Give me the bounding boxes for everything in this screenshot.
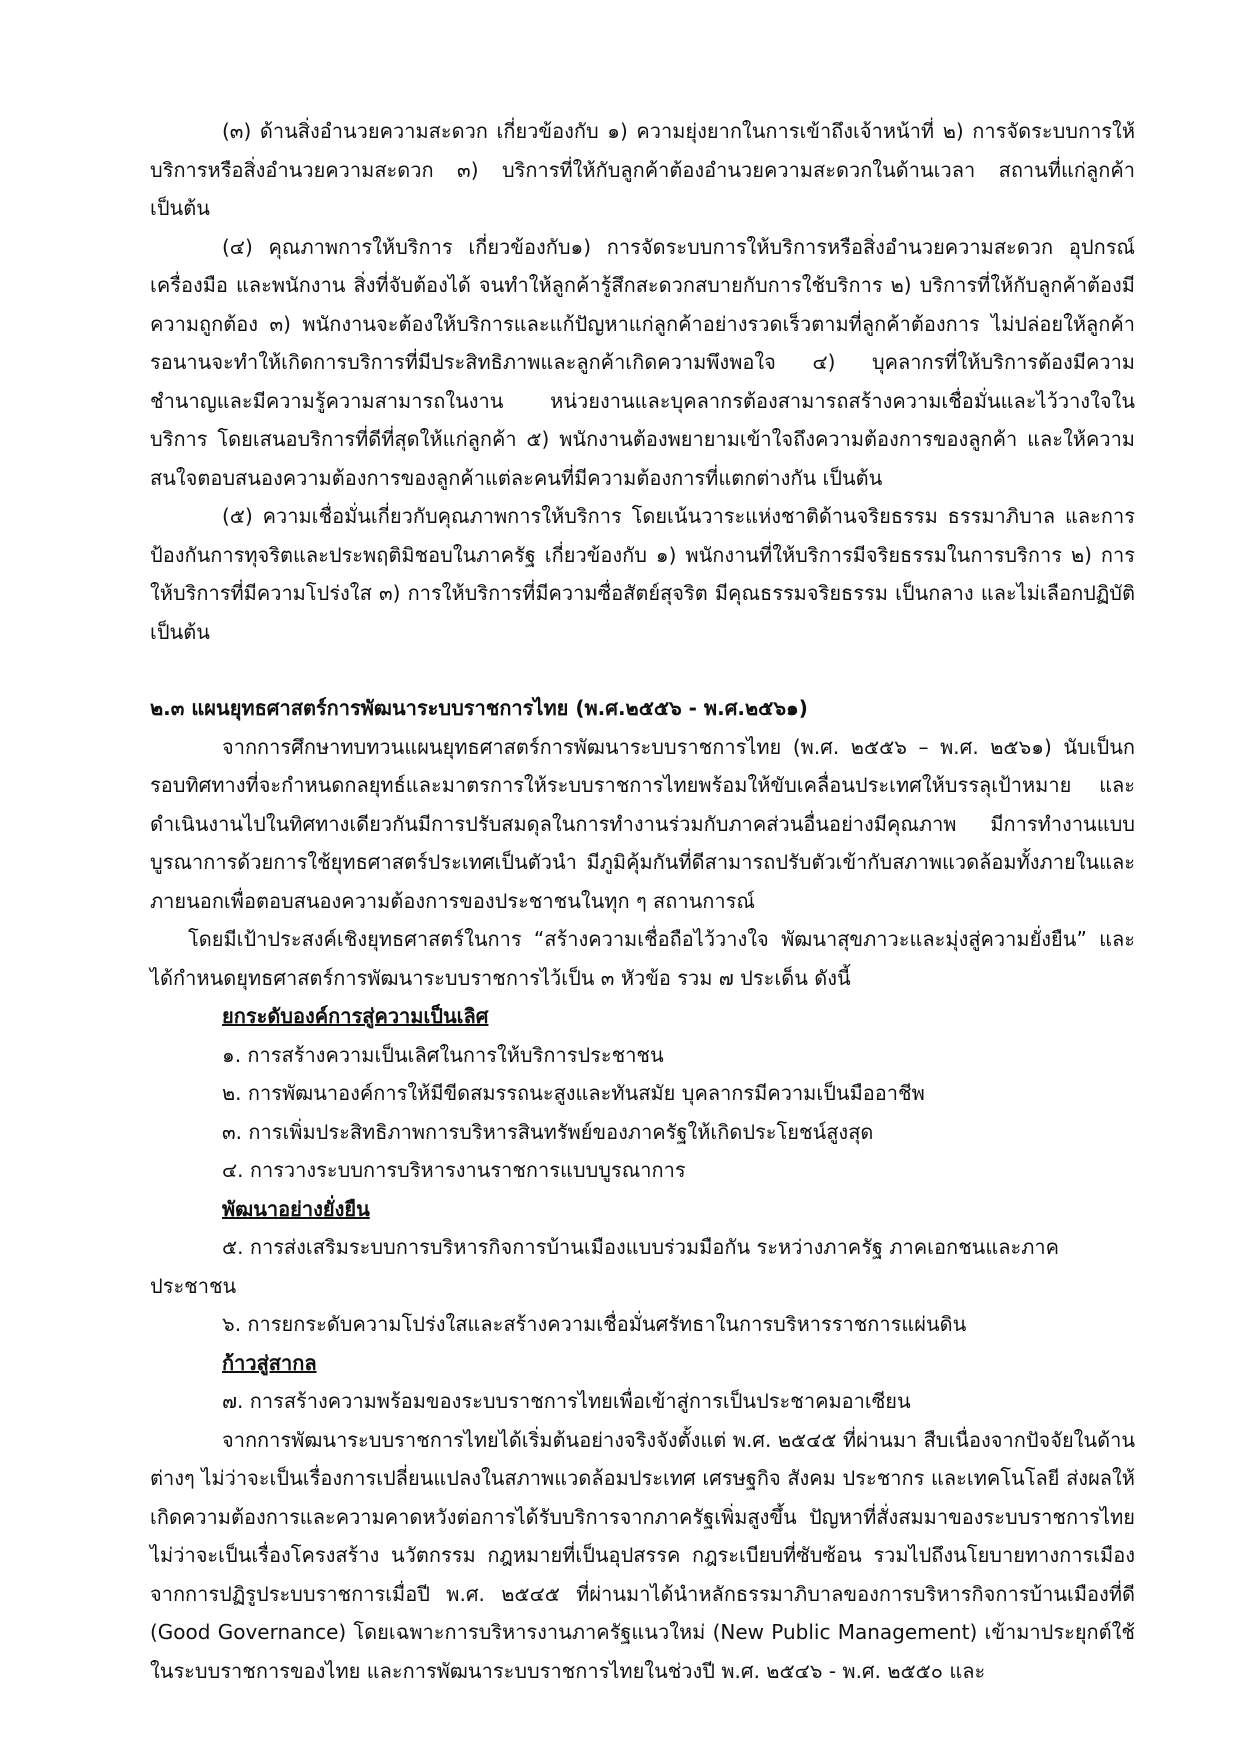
list-item: ๗. การสร้างความพร้อมของระบบราชการไทยเพื่อเข้าสู่การเป็นประชาคมอาเซียน	[222, 1389, 911, 1413]
list-item: ๒. การพัฒนาองค์การให้มีขีดสมรรถนะสูงและทันสมัย บุคลากรมีความเป็นมืออาชีพ	[222, 1081, 925, 1105]
list-item: ๑. การสร้างความเป็นเลิศในการให้บริการประชาชน	[222, 1042, 664, 1067]
closing-paragraph: จากการพัฒนาระบบราชการไทยได้เริ่มต้นอย่างจริงจังตั้งแต่ พ.ศ. ๒๕๔๕ ที่ผ่านมา สืบเนื่องจากปัจจัยในด้านต่างๆ ไม่ว่าจะเป็นเรื่องการเปลี่ยนแปลงในสภาพแวดล้อมประเทศ เศรษฐกิจ สังคม ประชากร และเทคโนโลยี ส่งผลให้เกิดความต้องการและความคาดหวังต่อการได้รับบริการจากภาครัฐเพิ่มสูงขึ้น ปัญหาที่สั่งสมมาของระบบราชการไทย ไม่ว่าจะเป็นเรื่องโครงสร้าง นวัตกรรม กฎหมายที่เป็นอุปสรรค กฎระเบียบที่ซับซ้อน รวมไปถึงนโยบายทางการเมือง จากการปฏิรูประบบราชการเมื่อปี พ.ศ. ๒๕๔๕ ที่ผ่านมาได้นำหลักธรรมาภิบาลของการบริหารกิจการบ้านเมืองที่ดี (Good Governance) โดยเฉพาะการบริหารงานภาครัฐแนวใหม่ (New Public Management) เข้ามาประยุกต์ใช้ในระบบราชการของไทย และการพัฒนาระบบราชการไทยในช่วงปี พ.ศ. ๒๕๔๖ - พ.ศ. ๒๕๕๐ และ	[150, 1427, 1135, 1683]
group-title-international: ก้าวสู่สากล	[222, 1350, 317, 1375]
paragraph-confidence: (๕) ความเชื่อมั่นเกี่ยวกับคุณภาพการให้บริการ โดยเน้นวาระแห่งชาติด้านจริยธรรม ธรรมาภิบาล และการป้องกันการทุจริตและประพฤติมิชอบในภาครัฐ เกี่ยวข้องกับ ๑) พนักงานที่ให้บริการมีจริยธรรมในการบริการ ๒) การให้บริการที่มีความโปร่งใส ๓) การให้บริการที่มีความซื่อสัตย์สุจริต มีคุณธรรมจริยธรรม เป็นกลาง และไม่เลือกปฏิบัติ เป็นต้น	[150, 504, 1135, 644]
section-spacer	[150, 651, 1135, 689]
section-goal-paragraph: โดยมีเป้าประสงค์เชิงยุทธศาสตร์ในการ “สร้างความเชื่อถือไว้วางใจ พัฒนาสุขภาวะและมุ่งสู่ความยั่งยืน” และได้กำหนดยุทธศาสตร์การพัฒนาระบบราชการไว้เป็น ๓ หัวข้อ รวม ๗ ประเด็น ดังนี้	[150, 927, 1135, 990]
paragraph-service-quality: (๔) คุณภาพการให้บริการ เกี่ยวข้องกับ๑) การจัดระบบการให้บริการหรือสิ่งอำนวยความสะดวก อุปกรณ์เครื่องมือ และพนักงาน สิ่งที่จับต้องได้ จนทำให้ลูกค้ารู้สึกสะดวกสบายกับการใช้บริการ ๒) บริการที่ให้กับลูกค้าต้องมีความถูกต้อง ๓) พนักงานจะต้องให้บริการและแก้ปัญหาแก่ลูกค้าอย่างรวดเร็วตามที่ลูกค้าต้องการ ไม่ปล่อยให้ลูกค้ารอนานจะทำให้เกิดการบริการที่มีประสิทธิภาพและลูกค้าเกิดความพึงพอใจ ๔) บุคลากรที่ให้บริการต้องมีความชำนาญและมีความรู้ความสามารถในงาน หน่วยงานและบุคลากรต้องสามารถสร้างความเชื่อมั่นและไว้วางใจในบริการ โดยเสนอบริการที่ดีที่สุดให้แก่ลูกค้า ๕) พนักงานต้องพยายามเข้าใจถึงความต้องการของลูกค้า และให้ความสนใจตอบสนองความต้องการของลูกค้าแต่ละคนที่มีความต้องการที่แตกต่างกัน เป็นต้น	[150, 234, 1135, 490]
list-item: ๖. การยกระดับความโปร่งใสและสร้างความเชื่อมั่นศรัทธาในการบริหารราชการแผ่นดิน	[222, 1312, 967, 1336]
group-title-sustainable: พัฒนาอย่างยั่งยืน	[222, 1196, 370, 1221]
list-item: ๔. การวางระบบการบริหารงานราชการแบบบูรณาการ	[222, 1158, 686, 1182]
paragraph-facilities: (๓) ด้านสิ่งอำนวยความสะดวก เกี่ยวข้องกับ ๑) ความยุ่งยากในการเข้าถึงเจ้าหน้าที่ ๒) การจัดระบบการให้บริการหรือสิ่งอำนวยความสะดวก ๓) บริการที่ให้กับลูกค้าต้องอำนวยความสะดวกในด้านเวลา สถานที่แก่ลูกค้า เป็นต้น	[150, 119, 1135, 220]
section-intro-paragraph: จากการศึกษาทบทวนแผนยุทธศาสตร์การพัฒนาระบบราชการไทย (พ.ศ. ๒๕๕๖ – พ.ศ. ๒๕๖๑) นับเป็นกรอบทิศทางที่จะกำหนดกลยุทธ์และมาตรการให้ระบบราชการไทยพร้อมให้ขับเคลื่อนประเทศให้บรรลุเป้าหมาย และดำเนินงานไปในทิศทางเดียวกันมีการปรับสมดุลในการทำงานร่วมกับภาคส่วนอื่นอย่างมีคุณภาพ มีการทำงานแบบบูรณาการด้วยการใช้ยุทธศาสตร์ประเทศเป็นตัวนำ มีภูมิคุ้มกันที่ดีสามารถปรับตัวเข้ากับสภาพแวดล้อมทั้งภายในและภายนอกเพื่อตอบสนองความต้องการของประชาชนในทุก ๆ สถานการณ์	[150, 734, 1135, 913]
group-title-excellence: ยกระดับองค์การสู่ความเป็นเลิศ	[222, 1004, 489, 1028]
section-heading: ๒.๓ แผนยุทธศาสตร์การพัฒนาระบบราชการไทย (พ.ศ.๒๕๕๖ - พ.ศ.๒๕๖๑)	[150, 696, 808, 720]
list-item: ๓. การเพิ่มประสิทธิภาพการบริหารสินทรัพย์ของภาครัฐให้เกิดประโยชน์สูงสุด	[222, 1119, 874, 1144]
list-item: ๕. การส่งเสริมระบบการบริหารกิจการบ้านเมืองแบบร่วมมือกัน ระหว่างภาครัฐ ภาคเอกชนและภาคประชาชน	[150, 1235, 1060, 1298]
document-page	[150, 112, 1135, 1690]
